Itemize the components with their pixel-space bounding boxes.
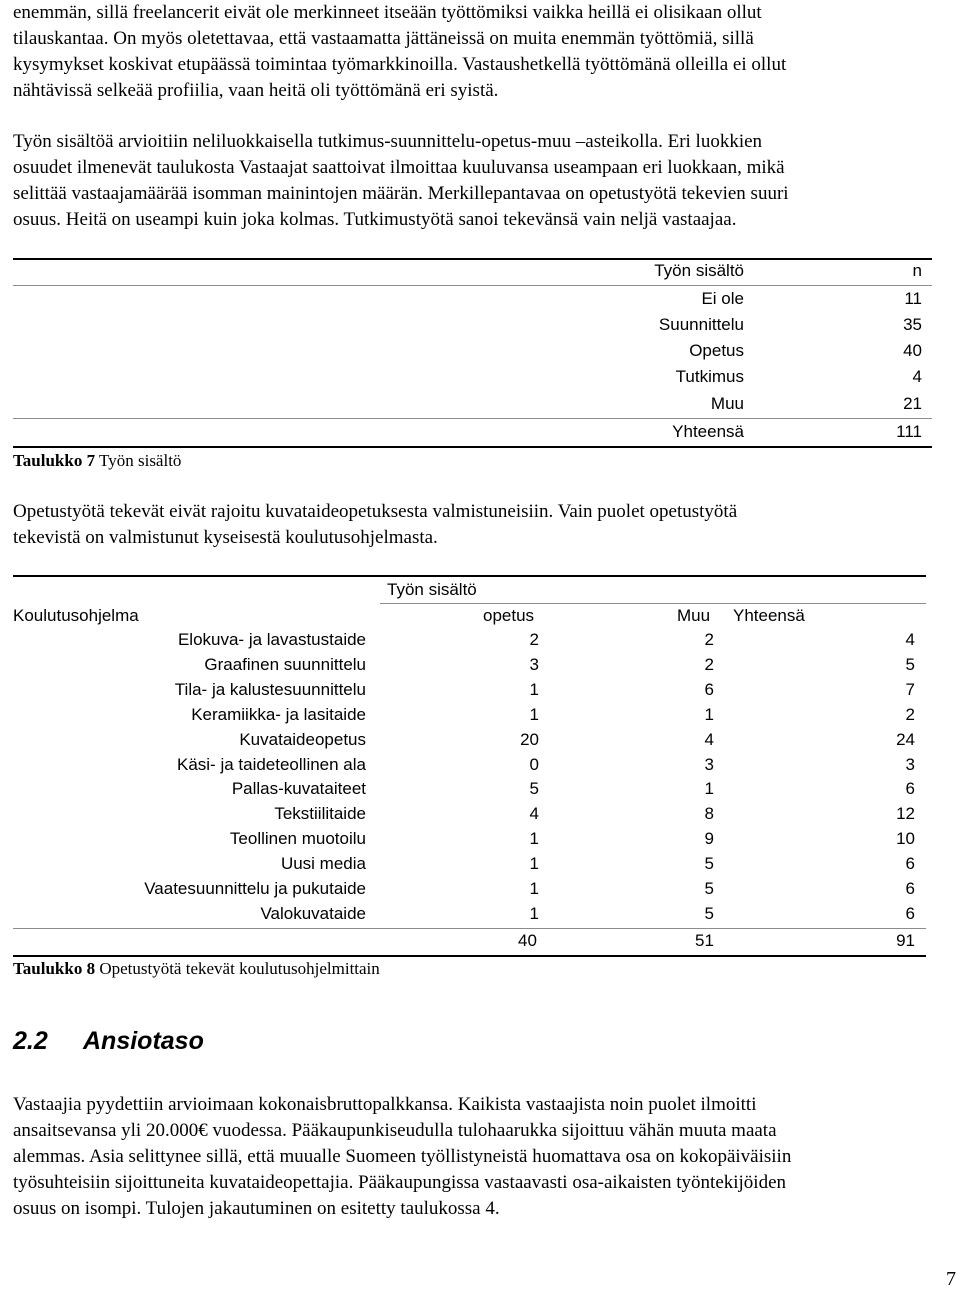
table-cell-label: Ei ole	[701, 289, 744, 308]
table-cell-total: 24	[896, 730, 915, 749]
table-cell-muu: 5	[704, 879, 714, 898]
table-cell-program: Uusi media	[280, 854, 366, 873]
table-cell-opetus: 2	[529, 630, 539, 649]
table-cell-total: 6	[905, 854, 915, 873]
table-caption	[13, 959, 380, 979]
table-cell-n: 11	[904, 289, 922, 308]
table-cell-total: 2	[905, 705, 915, 724]
table-header-total: Yhteensä	[733, 606, 805, 625]
text-line: tilauskantaa. On myös oletettavaa, että vastaamatta jättäneissä on muita enemmän työttömiä, sillä	[13, 28, 754, 49]
table-cell-total: 6	[905, 904, 915, 923]
table-cell-opetus: 3	[529, 655, 539, 674]
table-cell-n: 40	[903, 341, 922, 360]
table-cell-total: 6	[905, 779, 915, 798]
table-cell-muu: 5	[704, 854, 714, 873]
table-rule	[380, 603, 926, 604]
text-line: Työn sisältöä arvioitiin neliluokkaisella tutkimus-suunnittelu-opetus-muu –asteikolla. Eri luokkien	[13, 131, 763, 152]
table-cell-opetus: 1	[529, 705, 539, 724]
table-cell-program: Vaatesuunnittelu ja pukutaide	[144, 879, 366, 898]
table-cell-muu: 3	[704, 755, 714, 774]
text-line: osuus on isompi. Tulojen jakautuminen on esitetty taulukossa 4.	[13, 1198, 500, 1219]
text-line: Vastaajia pyydettiin arvioimaan kokonaisbruttopalkkansa. Kaikista vastaajista noin puolet ilmoitti	[13, 1094, 757, 1115]
text-line: ansaitsevansa yli 20.000€ vuodessa. Pääkaupunkiseudulla tulohaarukka sijoittuu vähän muuta maata	[13, 1120, 777, 1141]
table-cell-opetus: 0	[529, 755, 539, 774]
table-rule	[13, 446, 932, 448]
text-line: selittää vastaajamäärää isomman mainintojen määrän. Merkillepantavaa on opetustyötä tekevien suuri	[13, 183, 789, 204]
text-line: osuus. Heitä on useampi kuin joka kolmas. Tutkimustyötä sanoi tekevänsä vain neljä vastaajaa.	[13, 209, 737, 230]
section-title: Ansiotaso	[83, 1027, 204, 1055]
text-line: enemmän, sillä freelancerit eivät ole merkinneet itseään työttömiksi vaikka heillä ei olisikaan ollut	[13, 2, 762, 23]
table-header-opetus: opetus	[483, 606, 535, 625]
text-line: nähtävissä selkeää profiilia, vaan heitä oli työttömänä eri syistä.	[13, 80, 499, 101]
table-cell-program: Valokuvataide	[260, 904, 366, 923]
page-number: 7	[946, 1268, 956, 1290]
table-caption	[13, 451, 181, 471]
table-cell-muu: 2	[704, 655, 714, 674]
text-line: alemmas. Asia selittynee sillä, että muualle Suomeen työllistyneistä huomattava osa on kokopäiväisiin	[13, 1146, 792, 1167]
section-number: 2.2	[13, 1027, 48, 1055]
table-rule	[13, 575, 926, 577]
table-cell-total: 5	[905, 655, 915, 674]
caption-label: Taulukko 7	[13, 451, 96, 470]
table-cell-n: 21	[903, 394, 922, 413]
table-total-label: Yhteensä	[672, 422, 744, 441]
table-cell-muu: 8	[704, 804, 714, 823]
table-cell-muu: 1	[704, 779, 714, 798]
text-line: tekevistä on valmistunut kyseisestä koulutusohjelmasta.	[13, 527, 438, 548]
table-cell-label: Muu	[710, 394, 744, 413]
table-cell-label: Suunnittelu	[658, 315, 744, 334]
table-cell-opetus: 20	[520, 730, 539, 749]
text-line: osuudet ilmenevät taulukosta Vastaajat saattoivat ilmoittaa kuuluvansa useampaan eri luokkaan, mikä	[13, 157, 785, 178]
table-cell-program: Tekstiilitaide	[274, 804, 366, 823]
table-cell-total: 4	[905, 630, 915, 649]
table-cell-muu: 2	[704, 630, 714, 649]
table-cell-total: 10	[896, 829, 915, 848]
table-cell-program: Elokuva- ja lavastustaide	[177, 630, 366, 649]
table-rule	[13, 928, 926, 929]
table-cell-muu: 4	[704, 730, 714, 749]
text-line: kysymykset koskivat etupäässä toimintaa työmarkkinoilla. Vastaushetkellä työttömänä olleilla ei ollut	[13, 54, 787, 75]
caption-text: Opetustyötä tekevät koulutusohjelmittain	[99, 959, 380, 978]
table-cell-program: Teollinen muotoilu	[229, 829, 366, 848]
table-group-header: Työn sisältö	[387, 580, 477, 599]
section-heading	[13, 1027, 204, 1056]
table-rule	[13, 285, 932, 286]
table-cell-total: 12	[896, 804, 915, 823]
table-cell-program: Kuvataideopetus	[239, 730, 366, 749]
table-rule	[13, 955, 926, 957]
table-cell-muu: 6	[704, 680, 714, 699]
table-cell-muu: 5	[704, 904, 714, 923]
table-cell-total: 3	[905, 755, 915, 774]
table-cell-opetus: 1	[529, 854, 539, 873]
table-cell-muu: 1	[704, 705, 714, 724]
text-line: työsuhteisiin sijoittuneita kuvataideopettajia. Pääkaupungissa vastaavasti osa-aikaisten työntekijöiden	[13, 1172, 787, 1193]
text-line: Opetustyötä tekevät eivät rajoitu kuvataideopetuksesta valmistuneisiin. Vain puolet opetustyötä	[13, 501, 738, 522]
table-cell-label: Tutkimus	[675, 367, 744, 386]
table-cell-opetus: 1	[529, 904, 539, 923]
table-cell-total: 6	[905, 879, 915, 898]
table-total-muu: 51	[695, 931, 714, 950]
table-cell-total: 7	[905, 680, 915, 699]
table-cell-program: Tila- ja kalustesuunnittelu	[174, 680, 366, 699]
table-cell-opetus: 1	[529, 879, 539, 898]
table-header-n: n	[912, 261, 922, 280]
table-cell-program: Käsi- ja taideteollinen ala	[176, 755, 366, 774]
table-rule	[13, 258, 932, 260]
table-header-label: Työn sisältö	[654, 261, 744, 280]
table-cell-opetus: 1	[529, 680, 539, 699]
table-header-program: Koulutusohjelma	[13, 606, 139, 625]
table-total-opetus: 40	[518, 931, 537, 950]
table-total-n: 111	[896, 422, 922, 441]
table-cell-muu: 9	[704, 829, 714, 848]
table-cell-n: 4	[912, 367, 922, 386]
table-cell-opetus: 4	[529, 804, 539, 823]
table-total-sum: 91	[896, 931, 915, 950]
table-cell-program: Pallas-kuvataiteet	[231, 779, 366, 798]
table-cell-opetus: 1	[529, 829, 539, 848]
table-cell-label: Opetus	[689, 341, 744, 360]
table-rule	[13, 418, 932, 419]
caption-label: Taulukko 8	[13, 959, 96, 978]
table-cell-n: 35	[903, 315, 922, 334]
table-cell-program: Keramiikka- ja lasitaide	[191, 705, 366, 724]
caption-text: Työn sisältö	[99, 451, 182, 470]
table-header-muu: Muu	[677, 606, 711, 625]
table-cell-program: Graafinen suunnittelu	[204, 655, 366, 674]
table-cell-opetus: 5	[529, 779, 539, 798]
